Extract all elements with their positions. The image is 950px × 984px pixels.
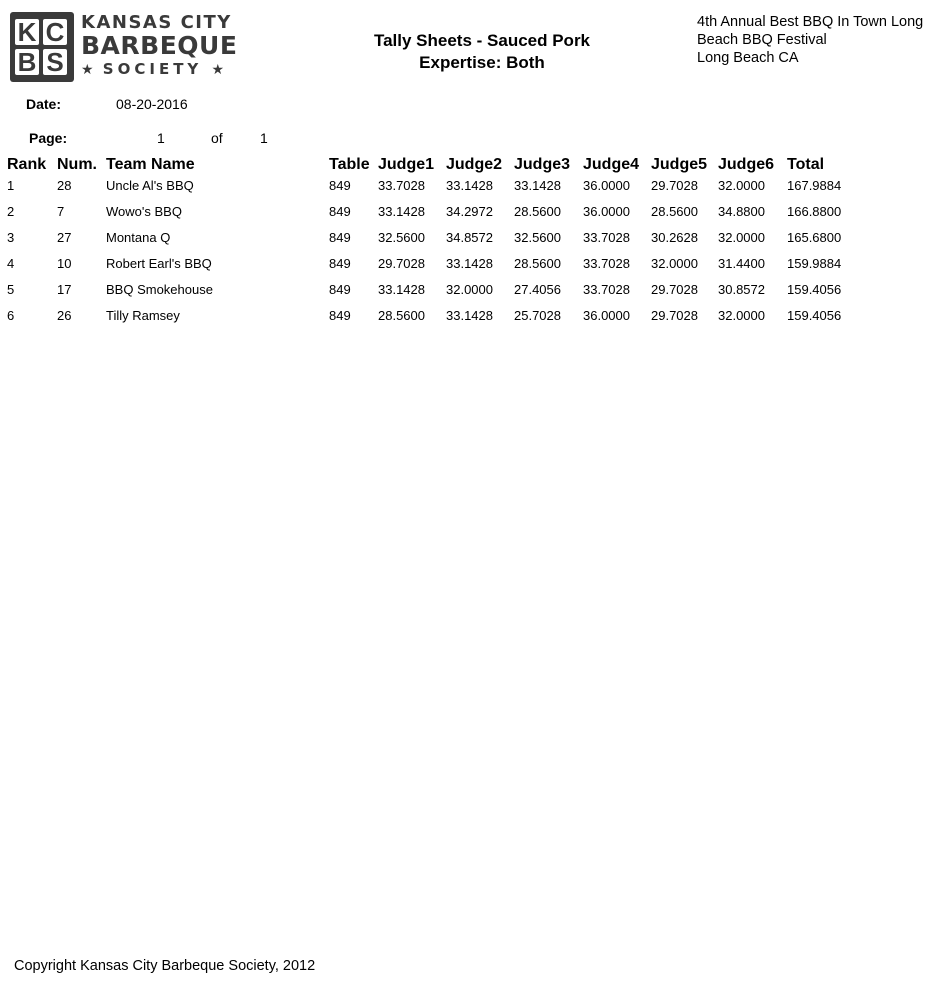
cell-num: 10 — [57, 256, 72, 271]
cell-team: Tilly Ramsey — [106, 308, 180, 323]
header-total: Total — [787, 156, 825, 173]
date-label: Date: — [26, 96, 62, 112]
cell-judge3: 28.5600 — [514, 204, 561, 219]
cell-total: 167.9884 — [787, 178, 842, 193]
cell-judge2: 34.2972 — [446, 204, 493, 219]
header-table: Table — [329, 156, 370, 173]
report-title-expertise: Expertise: Both — [419, 53, 545, 72]
cell-judge1: 33.1428 — [378, 204, 425, 219]
header-judge6: Judge6 — [718, 156, 775, 173]
logo-line-society — [81, 58, 271, 81]
cell-table: 849 — [329, 308, 351, 323]
cell-judge2: 34.8572 — [446, 230, 493, 245]
cell-judge5: 29.7028 — [651, 178, 698, 193]
table-row — [0, 254, 950, 274]
header-team: Team Name — [106, 156, 195, 173]
cell-judge3: 28.5600 — [514, 256, 561, 271]
monogram-letter-k: K — [15, 19, 39, 45]
page-of: of — [211, 130, 223, 146]
cell-rank: 5 — [7, 282, 15, 297]
logo-line-barbeque: BARBEQUE — [81, 31, 238, 60]
logo-wordmark — [81, 12, 271, 81]
cell-judge3: 25.7028 — [514, 308, 561, 323]
cell-judge2: 33.1428 — [446, 308, 493, 323]
cell-team: Wowo's BBQ — [106, 204, 182, 219]
monogram-letter-b: B — [15, 49, 39, 75]
cell-judge1: 33.7028 — [378, 178, 425, 193]
report-title-category: Tally Sheets - Sauced Pork — [373, 31, 591, 50]
cell-judge3: 33.1428 — [514, 178, 561, 193]
header-judge1: Judge1 — [378, 156, 435, 173]
cell-judge1: 29.7028 — [378, 256, 425, 271]
header-judge2: Judge2 — [446, 156, 503, 173]
page-label: Page: — [29, 130, 68, 146]
cell-judge5: 32.0000 — [651, 256, 698, 271]
table-row — [0, 306, 950, 326]
header-judge4: Judge4 — [583, 156, 640, 173]
cell-total: 159.4056 — [787, 308, 842, 323]
cell-num: 26 — [57, 308, 72, 323]
table-header — [0, 155, 950, 175]
cell-judge4: 33.7028 — [583, 256, 630, 271]
cell-judge4: 33.7028 — [583, 282, 630, 297]
table-row — [0, 228, 950, 248]
cell-judge5: 29.7028 — [651, 282, 698, 297]
cell-judge5: 30.2628 — [651, 230, 698, 245]
cell-total: 159.4056 — [787, 282, 842, 297]
cell-judge1: 33.1428 — [378, 282, 425, 297]
date-value: 08-20-2016 — [116, 96, 188, 112]
logo-society-text: SOCIETY — [102, 60, 203, 78]
cell-judge2: 33.1428 — [446, 178, 493, 193]
monogram-letter-c: C — [43, 19, 67, 45]
event-info — [697, 13, 947, 67]
header-rank: Rank — [7, 156, 47, 173]
cell-num: 28 — [57, 178, 72, 193]
cell-team: BBQ Smokehouse — [106, 282, 213, 297]
cell-judge1: 28.5600 — [378, 308, 425, 323]
cell-judge6: 31.4400 — [718, 256, 765, 271]
cell-total: 165.6800 — [787, 230, 842, 245]
cell-team: Montana Q — [106, 230, 171, 245]
cell-rank: 1 — [7, 178, 15, 193]
cell-judge5: 28.5600 — [651, 204, 698, 219]
header-num: Num. — [57, 156, 97, 173]
cell-table: 849 — [329, 256, 351, 271]
cell-table: 849 — [329, 204, 351, 219]
cell-judge2: 32.0000 — [446, 282, 493, 297]
cell-judge5: 29.7028 — [651, 308, 698, 323]
table-row — [0, 280, 950, 300]
cell-rank: 4 — [7, 256, 15, 271]
cell-rank: 3 — [7, 230, 15, 245]
cell-table: 849 — [329, 178, 351, 193]
cell-judge1: 32.5600 — [378, 230, 425, 245]
cell-total: 166.8800 — [787, 204, 842, 219]
cell-table: 849 — [329, 230, 351, 245]
cell-judge6: 34.8800 — [718, 204, 765, 219]
header-judge3: Judge3 — [514, 156, 571, 173]
cell-judge4: 36.0000 — [583, 308, 630, 323]
page-total: 1 — [260, 130, 268, 146]
cell-judge6: 32.0000 — [718, 178, 765, 193]
cell-num: 17 — [57, 282, 72, 297]
cell-judge6: 32.0000 — [718, 230, 765, 245]
cell-judge3: 27.4056 — [514, 282, 561, 297]
event-location: Long Beach CA — [697, 50, 799, 66]
cell-judge6: 30.8572 — [718, 282, 765, 297]
logo-line-kansas-city: KANSAS CITY — [81, 12, 232, 33]
copyright-footer: Copyright Kansas City Barbeque Society, 2012 — [14, 958, 316, 974]
cell-judge4: 36.0000 — [583, 178, 630, 193]
star-icon: ★ — [81, 62, 94, 78]
cell-num: 7 — [57, 204, 65, 219]
kcbs-logo — [10, 12, 270, 84]
header-judge5: Judge5 — [651, 156, 708, 173]
cell-judge6: 32.0000 — [718, 308, 765, 323]
report-title — [322, 30, 642, 74]
cell-team: Robert Earl's BBQ — [106, 256, 212, 271]
kcbs-monogram — [10, 12, 74, 82]
cell-total: 159.9884 — [787, 256, 842, 271]
cell-judge3: 32.5600 — [514, 230, 561, 245]
table-row — [0, 202, 950, 222]
cell-judge2: 33.1428 — [446, 256, 493, 271]
cell-rank: 6 — [7, 308, 15, 323]
cell-judge4: 36.0000 — [583, 204, 630, 219]
cell-num: 27 — [57, 230, 72, 245]
table-row — [0, 176, 950, 196]
cell-table: 849 — [329, 282, 351, 297]
event-name-line2: Beach BBQ Festival — [697, 32, 827, 48]
monogram-letter-s: S — [43, 49, 67, 75]
cell-team: Uncle Al's BBQ — [106, 178, 194, 193]
event-name-line1: 4th Annual Best BBQ In Town Long — [697, 14, 924, 30]
cell-rank: 2 — [7, 204, 15, 219]
page-current: 1 — [157, 130, 165, 146]
cell-judge4: 33.7028 — [583, 230, 630, 245]
star-icon: ★ — [211, 62, 225, 78]
